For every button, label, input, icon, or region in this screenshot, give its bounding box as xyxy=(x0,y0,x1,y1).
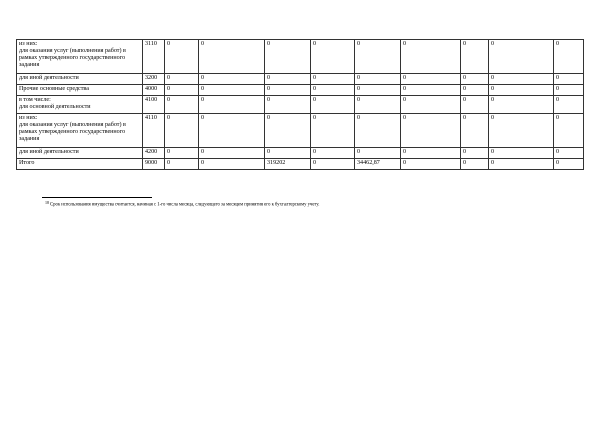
table-row xyxy=(17,85,584,96)
value-cell: 0 xyxy=(165,159,199,170)
value-cell: 0 xyxy=(355,74,401,85)
row-name: Прочие основные средства xyxy=(17,85,143,96)
value-cell: 0 xyxy=(401,148,461,159)
table-row xyxy=(17,96,584,114)
value-cell: 0 xyxy=(489,40,554,74)
row-code: 9000 xyxy=(143,159,165,170)
row-code: 4110 xyxy=(143,114,165,148)
value-cell: 0 xyxy=(265,96,311,114)
value-cell: 0 xyxy=(265,85,311,96)
value-cell: 0 xyxy=(489,96,554,114)
value-cell: 0 xyxy=(165,96,199,114)
row-name: из них: для оказания услуг (выполнения работ) в рамках утвержденного государственного задания xyxy=(17,114,143,148)
value-cell: 0 xyxy=(461,85,489,96)
value-cell: 0 xyxy=(554,159,584,170)
value-cell: 0 xyxy=(265,114,311,148)
value-cell: 0 xyxy=(401,40,461,74)
table-row xyxy=(17,40,584,74)
value-cell: 0 xyxy=(461,159,489,170)
table-row xyxy=(17,114,584,148)
value-cell: 0 xyxy=(554,96,584,114)
footnote-separator xyxy=(42,197,152,198)
value-cell: 0 xyxy=(355,148,401,159)
row-name: в том числе: для основной деятельности xyxy=(17,96,143,114)
value-cell: 0 xyxy=(401,96,461,114)
value-cell: 0 xyxy=(554,85,584,96)
value-cell: 0 xyxy=(165,114,199,148)
value-cell: 0 xyxy=(199,114,265,148)
value-cell: 0 xyxy=(311,96,355,114)
value-cell: 0 xyxy=(461,114,489,148)
value-cell: 0 xyxy=(311,74,355,85)
value-cell: 0 xyxy=(165,40,199,74)
value-cell: 0 xyxy=(355,96,401,114)
value-cell: 319202 xyxy=(265,159,311,170)
value-cell: 0 xyxy=(311,40,355,74)
value-cell: 0 xyxy=(489,114,554,148)
value-cell: 0 xyxy=(311,148,355,159)
value-cell: 0 xyxy=(401,114,461,148)
value-cell: 0 xyxy=(355,85,401,96)
value-cell: 0 xyxy=(199,96,265,114)
value-cell: 0 xyxy=(489,85,554,96)
table-row xyxy=(17,148,584,159)
value-cell: 0 xyxy=(199,85,265,96)
value-cell: 0 xyxy=(554,148,584,159)
value-cell: 0 xyxy=(401,159,461,170)
property-table xyxy=(16,39,584,170)
value-cell: 0 xyxy=(489,74,554,85)
row-code: 3200 xyxy=(143,74,165,85)
value-cell: 0 xyxy=(165,74,199,85)
value-cell: 0 xyxy=(311,114,355,148)
footnote-marker: 18 xyxy=(45,200,49,205)
row-code: 4100 xyxy=(143,96,165,114)
value-cell: 0 xyxy=(554,74,584,85)
value-cell: 0 xyxy=(355,40,401,74)
value-cell: 0 xyxy=(199,40,265,74)
value-cell: 0 xyxy=(401,74,461,85)
row-name: для иной деятельности xyxy=(17,74,143,85)
value-cell: 0 xyxy=(554,114,584,148)
value-cell: 0 xyxy=(461,96,489,114)
value-cell: 0 xyxy=(265,148,311,159)
value-cell: 0 xyxy=(461,40,489,74)
footnote-text: Срок использования имущества считается, начиная с 1-го числа месяца, следующего за месяцем принятия его к бухгалтерскому учету. xyxy=(50,202,320,208)
table-row xyxy=(17,159,584,170)
row-name: для иной деятельности xyxy=(17,148,143,159)
table-body xyxy=(17,40,584,170)
value-cell: 0 xyxy=(199,159,265,170)
row-code: 3110 xyxy=(143,40,165,74)
value-cell: 34462,87 xyxy=(355,159,401,170)
value-cell: 0 xyxy=(265,74,311,85)
row-code: 4200 xyxy=(143,148,165,159)
value-cell: 0 xyxy=(489,159,554,170)
value-cell: 0 xyxy=(554,40,584,74)
value-cell: 0 xyxy=(461,74,489,85)
value-cell: 0 xyxy=(165,148,199,159)
row-name: из них: для оказания услуг (выполнения работ) в рамках утвержденного государственного задания xyxy=(17,40,143,74)
row-code: 4000 xyxy=(143,85,165,96)
value-cell: 0 xyxy=(265,40,311,74)
value-cell: 0 xyxy=(489,148,554,159)
table-row xyxy=(17,74,584,85)
value-cell: 0 xyxy=(199,148,265,159)
value-cell: 0 xyxy=(311,159,355,170)
value-cell: 0 xyxy=(165,85,199,96)
value-cell: 0 xyxy=(199,74,265,85)
row-name: Итого xyxy=(17,159,143,170)
value-cell: 0 xyxy=(355,114,401,148)
footnote xyxy=(45,200,319,209)
value-cell: 0 xyxy=(311,85,355,96)
value-cell: 0 xyxy=(401,85,461,96)
value-cell: 0 xyxy=(461,148,489,159)
